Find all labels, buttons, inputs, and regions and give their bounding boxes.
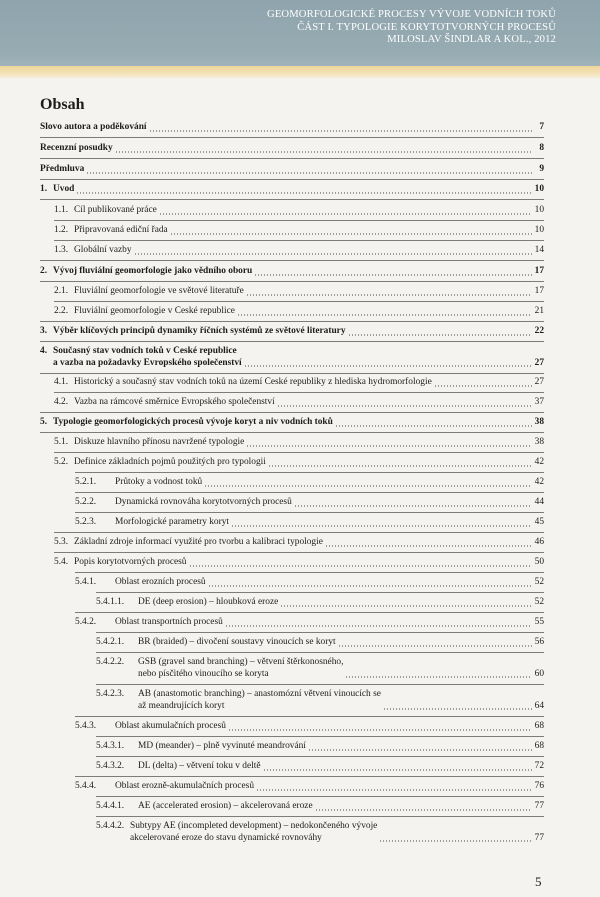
toc-label: Základní zdroje informací využité pro tvorbu a kalibraci typologie xyxy=(74,537,323,547)
toc-number: 5.4.3. xyxy=(75,721,97,731)
page-title: Obsah xyxy=(40,96,85,113)
toc-page: 38 xyxy=(534,417,544,427)
divider xyxy=(40,341,544,342)
toc-leader xyxy=(268,465,532,467)
toc-number: 1. xyxy=(40,184,48,194)
toc-label: GSB (gravel sand branching) – větvení štěrkonosného, nebo písčitého vinoucího se koryta xyxy=(138,657,344,679)
toc-number: 2.2. xyxy=(54,306,69,316)
toc-page: 52 xyxy=(534,577,544,587)
toc-entry-foreword[interactable] xyxy=(40,164,544,176)
toc-page: 45 xyxy=(534,517,544,527)
toc-leader xyxy=(149,130,532,132)
toc-page: 9 xyxy=(539,164,544,174)
toc-page: 46 xyxy=(534,537,544,547)
toc-page: 64 xyxy=(534,700,544,711)
toc-entry-5-2-3[interactable] xyxy=(75,517,544,529)
toc-number: 5.1. xyxy=(54,437,69,447)
toc-number: 2.1. xyxy=(54,286,69,296)
divider xyxy=(75,492,544,493)
toc-label: Subtypy AE (incompleted development) – nedokončeného vývoje akcelerované eroze do stavu dynamické rovnováhy xyxy=(130,821,378,843)
toc-label: Morfologické parametry koryt xyxy=(115,517,230,527)
toc-entry-reviews[interactable] xyxy=(40,143,544,155)
toc-number: 5.2.1. xyxy=(75,477,97,487)
toc-page: 77 xyxy=(534,801,544,811)
divider xyxy=(40,432,544,433)
toc-entry-chapter-1[interactable] xyxy=(40,184,544,196)
toc-label: Výběr klíčových principů dynamiky říčních systémů ze světové literatury xyxy=(53,326,346,336)
toc-label: MD (meander) – plně vyvinuté meandrování xyxy=(138,741,306,751)
divider xyxy=(96,592,544,593)
toc-label: Oblast akumulačních procesů xyxy=(115,721,226,731)
toc-number: 5.4.2.2. xyxy=(96,657,125,667)
toc-number: 5.4.2. xyxy=(75,617,97,627)
toc-leader xyxy=(379,840,532,842)
divider xyxy=(96,816,544,817)
toc-page: 8 xyxy=(539,143,544,153)
toc-number: 1.1. xyxy=(54,205,69,215)
toc-page: 27 xyxy=(534,357,544,368)
toc-page: 42 xyxy=(534,457,544,467)
toc-number: 4.1. xyxy=(54,377,69,387)
toc-leader xyxy=(308,749,532,751)
toc-entry-5-2-1[interactable] xyxy=(75,477,544,489)
toc-label: Vývoj fluviální geomorfologie jako vědního oboru xyxy=(53,266,253,276)
toc-page: 55 xyxy=(534,617,544,627)
toc-leader xyxy=(225,625,532,627)
toc-page: 21 xyxy=(534,306,544,316)
divider xyxy=(40,412,544,413)
toc-entry-5-4-1-1[interactable] xyxy=(96,597,544,609)
divider xyxy=(75,512,544,513)
toc-leader xyxy=(277,405,532,407)
toc-label: AE (accelerated erosion) – akcelerovaná eroze xyxy=(138,801,313,811)
divider xyxy=(40,199,544,200)
toc-page: 14 xyxy=(534,245,544,255)
toc-page: 27 xyxy=(534,377,544,387)
toc-label: Připravovaná ediční řada xyxy=(74,225,168,235)
toc-label: Popis korytotvorných procesů xyxy=(74,557,187,567)
toc-label: Typologie geomorfologických procesů vývoje koryt a niv vodních toků xyxy=(53,417,333,427)
toc-label: Slovo autora a poděkování xyxy=(40,122,147,132)
toc-page: 72 xyxy=(534,761,544,771)
toc-number: 2. xyxy=(40,266,48,276)
divider xyxy=(96,632,544,633)
divider xyxy=(96,736,544,737)
divider xyxy=(40,373,544,374)
toc-page: 68 xyxy=(534,741,544,751)
toc-number: 1.2. xyxy=(54,225,69,235)
divider xyxy=(54,240,544,241)
toc-number: 5.4.3.2. xyxy=(96,761,125,771)
toc-page: 17 xyxy=(534,286,544,296)
toc-entry-5-4-4-2[interactable] xyxy=(96,821,544,844)
toc-entry-chapter-4[interactable] xyxy=(40,346,544,369)
toc-page: 7 xyxy=(539,122,544,132)
toc-label: DL (delta) – větvení toku v deltě xyxy=(138,761,261,771)
toc-label: DE (deep erosion) – hloubková eroze xyxy=(138,597,279,607)
toc-leader xyxy=(134,253,532,255)
divider xyxy=(54,301,544,302)
toc-page: 68 xyxy=(534,721,544,731)
toc-page: 42 xyxy=(534,477,544,487)
toc-entry-1-3[interactable] xyxy=(54,245,544,257)
divider xyxy=(40,260,544,261)
toc-entry-1-2[interactable] xyxy=(54,225,544,237)
toc-number: 5.4.1.1. xyxy=(96,597,125,607)
toc-page: 52 xyxy=(534,597,544,607)
toc-entry-4-1[interactable] xyxy=(54,377,544,389)
toc-label: Úvod xyxy=(53,184,75,194)
divider xyxy=(75,716,544,717)
toc-number: 5.4.4.2. xyxy=(96,821,125,831)
divider xyxy=(75,776,544,777)
divider xyxy=(54,392,544,393)
toc-entry-chapter-2[interactable] xyxy=(40,266,544,278)
toc-leader xyxy=(254,274,532,276)
toc-entry-5-4-3[interactable] xyxy=(75,721,544,733)
toc-number: 4. xyxy=(40,346,48,356)
toc-number: 1.3. xyxy=(54,245,69,255)
toc-entry-5-4-3-1[interactable] xyxy=(96,741,544,753)
toc-leader xyxy=(244,365,532,367)
toc-entry-5-4-3-2[interactable] xyxy=(96,761,544,773)
toc-leader xyxy=(189,565,533,567)
toc-leader xyxy=(294,505,532,507)
toc-entry-5-4-2-2[interactable] xyxy=(96,657,544,680)
divider xyxy=(75,572,544,573)
toc-number: 5.4.3.1. xyxy=(96,741,125,751)
toc-number: 5.3. xyxy=(54,537,69,547)
toc-label: Oblast erozně-akumulačních procesů xyxy=(115,781,255,791)
toc-leader xyxy=(237,314,532,316)
toc-leader xyxy=(335,425,532,427)
toc-leader xyxy=(231,525,532,527)
toc-leader xyxy=(263,769,532,771)
toc-leader xyxy=(170,233,532,235)
toc-entry-2-2[interactable] xyxy=(54,306,544,318)
toc-leader xyxy=(246,445,532,447)
toc-label: Historický a současný stav vodních toků na území České republiky z hlediska hydromorfologie xyxy=(74,377,432,387)
toc-leader xyxy=(159,213,532,215)
toc-entry-5-4-2-1[interactable] xyxy=(96,637,544,649)
toc-label: Průtoky a vodnost toků xyxy=(115,477,203,487)
toc-page: 77 xyxy=(534,832,544,843)
divider xyxy=(54,220,544,221)
toc-leader xyxy=(246,294,532,296)
toc-leader xyxy=(325,545,532,547)
toc-number: 5.4.4.1. xyxy=(96,801,125,811)
toc-page: 37 xyxy=(534,397,544,407)
toc-label: Fluviální geomorfologie ve světové literatuře xyxy=(74,286,244,296)
toc-entry-5-2-2[interactable] xyxy=(75,497,544,509)
toc-number: 5. xyxy=(40,417,48,427)
toc-number: 5.4.4. xyxy=(75,781,97,791)
toc-label: Definice základních pojmů použitých pro typologii xyxy=(74,457,266,467)
header-book-title: GEOMORFOLOGICKÉ PROCESY VÝVOJE VODNÍCH TOKŮ xyxy=(267,9,556,20)
toc-entry-5-4-4[interactable] xyxy=(75,781,544,793)
toc-label: Vazba na rámcové směrnice Evropského společenství xyxy=(74,397,275,407)
toc-leader xyxy=(204,485,532,487)
toc-entry-2-1[interactable] xyxy=(54,286,544,298)
toc-leader xyxy=(208,585,532,587)
toc-leader xyxy=(345,676,532,678)
divider xyxy=(40,281,544,282)
toc-page: 38 xyxy=(534,437,544,447)
toc-leader xyxy=(115,151,532,153)
divider xyxy=(75,472,544,473)
toc-page: 10 xyxy=(534,184,544,194)
toc-number: 5.4.1. xyxy=(75,577,97,587)
toc-entry-chapter-5[interactable] xyxy=(40,417,544,429)
toc-entry-5-2[interactable] xyxy=(54,457,544,469)
toc-leader xyxy=(76,192,532,194)
toc-page: 22 xyxy=(534,326,544,336)
toc-entry-5-4[interactable] xyxy=(54,557,544,569)
divider xyxy=(54,552,544,553)
divider xyxy=(96,652,544,653)
toc-label: Současný stav vodních toků v České republice a vazba na požadavky Evropského společenství xyxy=(53,346,242,368)
toc-entry-author-note[interactable] xyxy=(40,122,544,134)
toc-number: 5.2.2. xyxy=(75,497,97,507)
toc-leader xyxy=(348,334,532,336)
toc-label: Recenzní posudky xyxy=(40,143,113,153)
toc-page: 10 xyxy=(534,205,544,215)
divider xyxy=(40,158,544,159)
toc-leader xyxy=(315,809,532,811)
toc-number: 5.4.2.1. xyxy=(96,637,125,647)
toc-label: Cíl publikované práce xyxy=(74,205,157,215)
toc-number: 4.2. xyxy=(54,397,69,407)
toc-leader xyxy=(228,729,532,731)
toc-label: Dynamická rovnováha korytotvorných procesů xyxy=(115,497,292,507)
toc-label: BR (braided) – divočení soustavy vinoucích se koryt xyxy=(138,637,336,647)
toc-number: 5.2. xyxy=(54,457,69,467)
toc-entry-5-4-2-3[interactable] xyxy=(96,689,544,712)
divider xyxy=(40,137,544,138)
divider xyxy=(96,756,544,757)
toc-page: 44 xyxy=(534,497,544,507)
toc-page: 56 xyxy=(534,637,544,647)
toc-entry-5-4-1[interactable] xyxy=(75,577,544,589)
toc-page: 17 xyxy=(534,266,544,276)
toc-page: 76 xyxy=(534,781,544,791)
toc-entry-5-1[interactable] xyxy=(54,437,544,449)
toc-leader xyxy=(280,605,532,607)
divider xyxy=(40,179,544,180)
divider xyxy=(96,684,544,685)
toc-number: 5.4. xyxy=(54,557,69,567)
toc-page: 50 xyxy=(534,557,544,567)
page-number: 5 xyxy=(535,874,542,889)
toc-leader xyxy=(86,172,532,174)
divider xyxy=(54,452,544,453)
divider xyxy=(40,321,544,322)
toc-leader xyxy=(338,645,532,647)
toc-entry-4-2[interactable] xyxy=(54,397,544,409)
toc-page: 10 xyxy=(534,225,544,235)
toc-label: AB (anastomotic branching) – anastomózní větvení vinoucích se až meandrujících koryt xyxy=(138,689,381,711)
toc-label: Fluviální geomorfologie v České republice xyxy=(74,306,235,316)
toc-entry-1-1[interactable] xyxy=(54,205,544,217)
toc-number: 3. xyxy=(40,326,48,336)
toc-leader xyxy=(256,789,532,791)
toc-entry-5-4-4-1[interactable] xyxy=(96,801,544,813)
header-part-title: ČÁST I. TYPOLOGIE KORYTOTVORNÝCH PROCESŮ xyxy=(297,21,556,33)
header-author: MILOSLAV ŠINDLAR A KOL., 2012 xyxy=(387,34,556,46)
toc-label: Oblast erozních procesů xyxy=(115,577,206,587)
toc-leader xyxy=(434,385,532,387)
toc-label: Předmluva xyxy=(40,164,85,174)
divider xyxy=(75,612,544,613)
toc-entry-5-3[interactable] xyxy=(54,537,544,549)
toc-label: Globální vazby xyxy=(74,245,132,255)
toc-number: 5.4.2.3. xyxy=(96,689,125,699)
toc-number: 5.2.3. xyxy=(75,517,97,527)
toc-label: Diskuze hlavního přínosu navržené typologie xyxy=(74,437,245,447)
toc-label: Oblast transportních procesů xyxy=(115,617,223,627)
divider xyxy=(96,796,544,797)
toc-entry-chapter-3[interactable] xyxy=(40,326,544,338)
toc-entry-5-4-2[interactable] xyxy=(75,617,544,629)
toc-page: 60 xyxy=(534,668,544,679)
divider xyxy=(54,532,544,533)
toc-leader xyxy=(383,708,532,710)
